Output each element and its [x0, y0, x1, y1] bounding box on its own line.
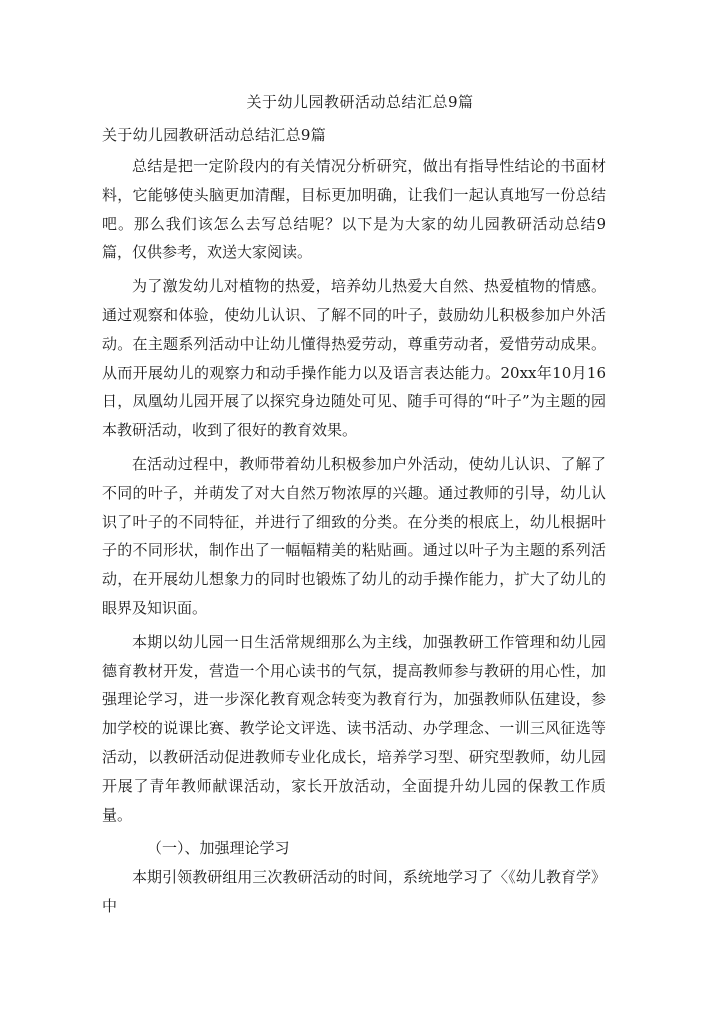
document-body	[102, 152, 606, 921]
paragraph-term-overview: 本期以幼儿园一日生活常规细那么为主线，加强教研工作管理和幼儿园德育教材开发，营造一个用心读书的气氛，提高教师参与教研的用心性，加强理论学习，进一步深化教育观念转变为教育行为，加强教师队伍建设，参加学校的说课比赛、教学论文评选、读书活动、办学理念、一训三风征选等活动，以教研活动促进教师专业化成长，培养学习型、研究型教师，幼儿园开展了青年教师献课活动，家长开放活动，全面提升幼儿园的保教工作质量。	[102, 632, 606, 824]
document-subtitle: 关于幼儿园教研活动总结汇总9篇	[102, 126, 327, 144]
document-title: 关于幼儿园教研活动总结汇总9篇	[246, 93, 474, 111]
paragraph-theory-study: 本期引领教研组用三次教研活动的时间，系统地学习了〈《幼儿教育学》中	[102, 868, 606, 915]
section-heading: （一）、加强理论学习	[147, 839, 290, 858]
paragraph-leaves-activity: 为了激发幼儿对植物的热爱，培养幼儿热爱大自然、热爱植物的情感。通过观察和体验，使幼儿认识、了解不同的叶子，鼓励幼儿积极参加户外活动。在主题系列活动中让幼儿懂得热爱劳动，尊重劳动者，爱惜劳动成果。从而开展幼儿的观察力和动手操作能力以及语言表达能力。20xx年10月16日，凤凰幼儿园开展了以探究身边随处可见、随手可得的“叶子”为主题的园本教研活动，收到了很好的教育效果。	[102, 277, 606, 440]
paragraph-activity-process: 在活动过程中，教师带着幼儿积极参加户外活动，使幼儿认识、了解了不同的叶子，并萌发了对大自然万物浓厚的兴趣。通过教师的引导，幼儿认识了叶子的不同特征，并进行了细致的分类。在分类的根底上，幼儿根据叶子的不同形状，制作出了一幅幅精美的粘贴画。通过以叶子为主题的系列活动，在开展幼儿想象力的同时也锻炼了幼儿的动手操作能力，扩大了幼儿的眼界及知识面。	[102, 454, 606, 617]
paragraph-intro: 总结是把一定阶段内的有关情况分析研究，做出有指导性结论的书面材料，它能够使头脑更加清醒，目标更加明确，让我们一起认真地写一份总结吧。那么我们该怎么去写总结呢？以下是为大家的幼儿园教研活动总结9篇，仅供参考，欢送大家阅读。	[102, 157, 606, 262]
